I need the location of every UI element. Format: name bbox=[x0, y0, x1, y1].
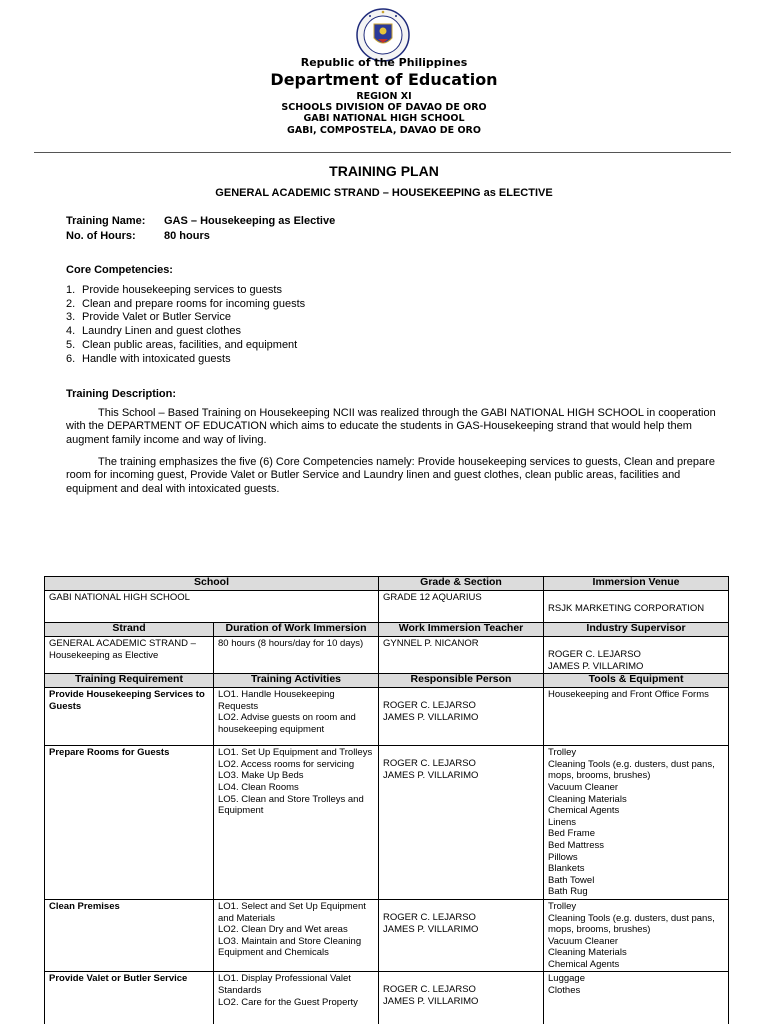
tool-item: Linens bbox=[548, 816, 577, 828]
list-item bbox=[66, 298, 305, 312]
tools-cell bbox=[544, 972, 729, 1024]
region-line: REGION XI bbox=[356, 91, 412, 102]
responsible-cell bbox=[379, 899, 544, 972]
activity-item: LO2. Advise guests on room and housekeeping equipment bbox=[218, 712, 356, 735]
activity-item: LO5. Clean and Store Trolleys and Equipment bbox=[218, 793, 364, 817]
person-name: JAMES P. VILLARIMO bbox=[383, 769, 479, 781]
table-header-row bbox=[45, 577, 729, 591]
requirement-cell: Clean Premises bbox=[45, 899, 214, 972]
activities-cell bbox=[214, 688, 379, 746]
list-text: Provide housekeeping services to guests bbox=[82, 284, 282, 296]
tool-item: Bed Frame bbox=[548, 828, 596, 840]
tool-item: Trolley bbox=[548, 747, 577, 759]
list-text: Provide Valet or Butler Service bbox=[82, 311, 231, 324]
activity-item: LO1. Set Up Equipment and Trolleys bbox=[218, 747, 373, 759]
activities-cell bbox=[214, 972, 379, 1024]
activity-item: LO1. Select and Set Up Equipment and Materials bbox=[218, 900, 366, 924]
list-item bbox=[66, 325, 305, 339]
activity-item: LO1. Display Professional Valet Standards bbox=[218, 973, 351, 997]
hours-row bbox=[66, 230, 210, 242]
deped-seal-icon bbox=[356, 8, 410, 62]
person-name: ROGER C. LEJARSO bbox=[383, 911, 476, 923]
tool-item: Blankets bbox=[548, 863, 585, 875]
requirement-cell: Provide Housekeeping Services to Guests bbox=[45, 688, 214, 746]
activities-cell bbox=[214, 899, 379, 972]
tools-cell bbox=[544, 899, 729, 972]
tool-item: Cleaning Tools (e.g. dusters, dust pans, mops, brooms, brushes) bbox=[548, 912, 715, 936]
table-header-cell: School bbox=[45, 577, 379, 591]
tool-item: Bed Mattress bbox=[548, 839, 604, 851]
teacher-cell: GYNNEL P. NICANOR bbox=[379, 637, 544, 674]
tools-cell bbox=[544, 746, 729, 900]
table-row bbox=[45, 688, 729, 746]
tool-item: Bath Towel bbox=[548, 874, 595, 886]
table-row bbox=[45, 591, 729, 623]
activity-item: LO2. Care for the Guest Property bbox=[218, 996, 358, 1008]
core-competencies-list bbox=[66, 284, 305, 366]
tool-item: Luggage bbox=[548, 973, 585, 985]
school-cell: GABI NATIONAL HIGH SCHOOL bbox=[45, 591, 379, 623]
tool-item: Cleaning Tools (e.g. dusters, dust pans, mops, brooms, brushes) bbox=[548, 758, 715, 782]
table-row bbox=[45, 972, 729, 1024]
header-divider bbox=[34, 152, 731, 153]
table-header-row bbox=[45, 623, 729, 637]
responsible-cell bbox=[379, 972, 544, 1024]
table-header-cell: Tools & Equipment bbox=[544, 674, 729, 688]
person-name: JAMES P. VILLARIMO bbox=[383, 923, 479, 935]
list-item bbox=[66, 353, 305, 367]
tools-cell bbox=[544, 688, 729, 746]
tool-item: Trolley bbox=[548, 900, 577, 912]
grade-cell: GRADE 12 AQUARIUS bbox=[379, 591, 544, 623]
page-subtitle: GENERAL ACADEMIC STRAND – HOUSEKEEPING as ELECTIVE bbox=[215, 187, 553, 199]
table-header-cell: Responsible Person bbox=[379, 674, 544, 688]
table-header-cell: Training Activities bbox=[214, 674, 379, 688]
hours-label: No. of Hours: bbox=[66, 230, 136, 242]
person-name: ROGER C. LEJARSO bbox=[383, 700, 476, 712]
list-item bbox=[66, 284, 305, 298]
table-row bbox=[45, 637, 729, 674]
address-line: GABI, COMPOSTELA, DAVAO DE ORO bbox=[287, 125, 481, 136]
list-number: 6. bbox=[66, 352, 76, 365]
tool-item: Chemical Agents bbox=[548, 805, 620, 817]
list-text: Handle with intoxicated guests bbox=[82, 352, 231, 365]
training-description-heading: Training Description: bbox=[66, 388, 177, 400]
list-number: 2. bbox=[66, 297, 76, 310]
table-header-cell: Duration of Work Immersion bbox=[214, 623, 379, 637]
list-number: 5. bbox=[66, 338, 76, 351]
requirement-cell: Prepare Rooms for Guests bbox=[45, 746, 214, 900]
list-number: 4. bbox=[66, 325, 76, 338]
supervisor-name: JAMES P. VILLARIMO bbox=[548, 660, 644, 672]
table-header-row bbox=[45, 674, 729, 688]
tool-item: Cleaning Materials bbox=[548, 793, 627, 805]
activity-item: LO3. Make Up Beds bbox=[218, 770, 304, 782]
core-competencies-heading: Core Competencies: bbox=[66, 264, 173, 276]
list-item bbox=[66, 311, 305, 325]
hours-value: 80 hours bbox=[164, 230, 210, 242]
person-name: JAMES P. VILLARIMO bbox=[383, 996, 479, 1008]
activities-cell bbox=[214, 746, 379, 900]
table-header-cell: Grade & Section bbox=[379, 577, 544, 591]
school-line: GABI NATIONAL HIGH SCHOOL bbox=[303, 113, 465, 124]
description-paragraph-1: This School – Based Training on Housekeeping NCII was realized through the GABI NATIONAL HIGH SCHOOL in cooperation with the DEPARTMENT OF EDUCATION which aims to educate the students in GAS-Housekeeping strand that would help them augment family income and way of living. bbox=[66, 407, 716, 446]
person-name: ROGER C. LEJARSO bbox=[383, 984, 476, 996]
supervisor-name: ROGER C. LEJARSO bbox=[548, 649, 641, 660]
tool-item: Pillows bbox=[548, 851, 578, 863]
list-text: Clean public areas, facilities, and equipment bbox=[82, 338, 298, 351]
supervisor-cell bbox=[544, 637, 729, 674]
venue-cell: RSJK MARKETING CORPORATION bbox=[544, 591, 729, 623]
tool-item: Chemical Agents bbox=[548, 958, 620, 970]
training-name-label: Training Name: bbox=[66, 215, 146, 227]
tool-item: Housekeeping and Front Office Forms bbox=[548, 689, 709, 701]
tool-item: Cleaning Materials bbox=[548, 947, 627, 959]
person-name: ROGER C. LEJARSO bbox=[383, 758, 476, 770]
activity-item: LO1. Handle Housekeeping Requests bbox=[218, 689, 335, 712]
list-item bbox=[66, 339, 305, 353]
table-header-cell: Work Immersion Teacher bbox=[379, 623, 544, 637]
duration-cell: 80 hours (8 hours/day for 10 days) bbox=[214, 637, 379, 674]
person-name: JAMES P. VILLARIMO bbox=[383, 711, 479, 723]
tool-item: Vacuum Cleaner bbox=[548, 781, 619, 793]
list-text: Clean and prepare rooms for incoming guests bbox=[82, 297, 306, 310]
activity-item: LO2. Clean Dry and Wet areas bbox=[218, 924, 348, 936]
list-number: 1. bbox=[66, 284, 76, 296]
list-text: Laundry Linen and guest clothes bbox=[82, 325, 242, 338]
tool-item: Vacuum Cleaner bbox=[548, 935, 619, 947]
tool-item: Clothes bbox=[548, 985, 581, 997]
training-name-value: GAS – Housekeeping as Elective bbox=[164, 215, 336, 227]
requirement-cell: Provide Valet or Butler Service bbox=[45, 972, 214, 1024]
table-row bbox=[45, 746, 729, 900]
training-plan-table bbox=[44, 576, 729, 1024]
strand-cell: GENERAL ACADEMIC STRAND – Housekeeping as Elective bbox=[45, 637, 214, 674]
responsible-cell bbox=[379, 688, 544, 746]
division-line: SCHOOLS DIVISION OF DAVAO DE ORO bbox=[281, 102, 487, 113]
activity-item: LO4. Clean Rooms bbox=[218, 781, 299, 793]
activity-item: LO2. Access rooms for servicing bbox=[218, 758, 355, 770]
table-header-cell: Industry Supervisor bbox=[544, 623, 729, 637]
department-title: Department of Education bbox=[270, 70, 498, 89]
list-number: 3. bbox=[66, 311, 76, 324]
table-header-cell: Strand bbox=[45, 623, 214, 637]
tool-item: Bath Rug bbox=[548, 886, 588, 898]
table-row bbox=[45, 899, 729, 972]
table-header-cell: Immersion Venue bbox=[544, 577, 729, 591]
description-paragraph-2: The training emphasizes the five (6) Core Competencies namely: Provide housekeeping services to guests, Clean and prepare room for incoming guest, Provide Valet or Butler Service and Laundry linen and guest clothes, clean public areas, facilities and equipment and deal with intoxicated guests. bbox=[66, 456, 715, 495]
responsible-cell bbox=[379, 746, 544, 900]
activity-item: LO3. Maintain and Store Cleaning Equipment and Chemicals bbox=[218, 935, 362, 959]
page-title: TRAINING PLAN bbox=[329, 163, 439, 179]
table-header-cell: Training Requirement bbox=[45, 674, 214, 688]
training-name-row bbox=[66, 215, 335, 227]
republic-line: Republic of the Philippines bbox=[300, 56, 468, 69]
